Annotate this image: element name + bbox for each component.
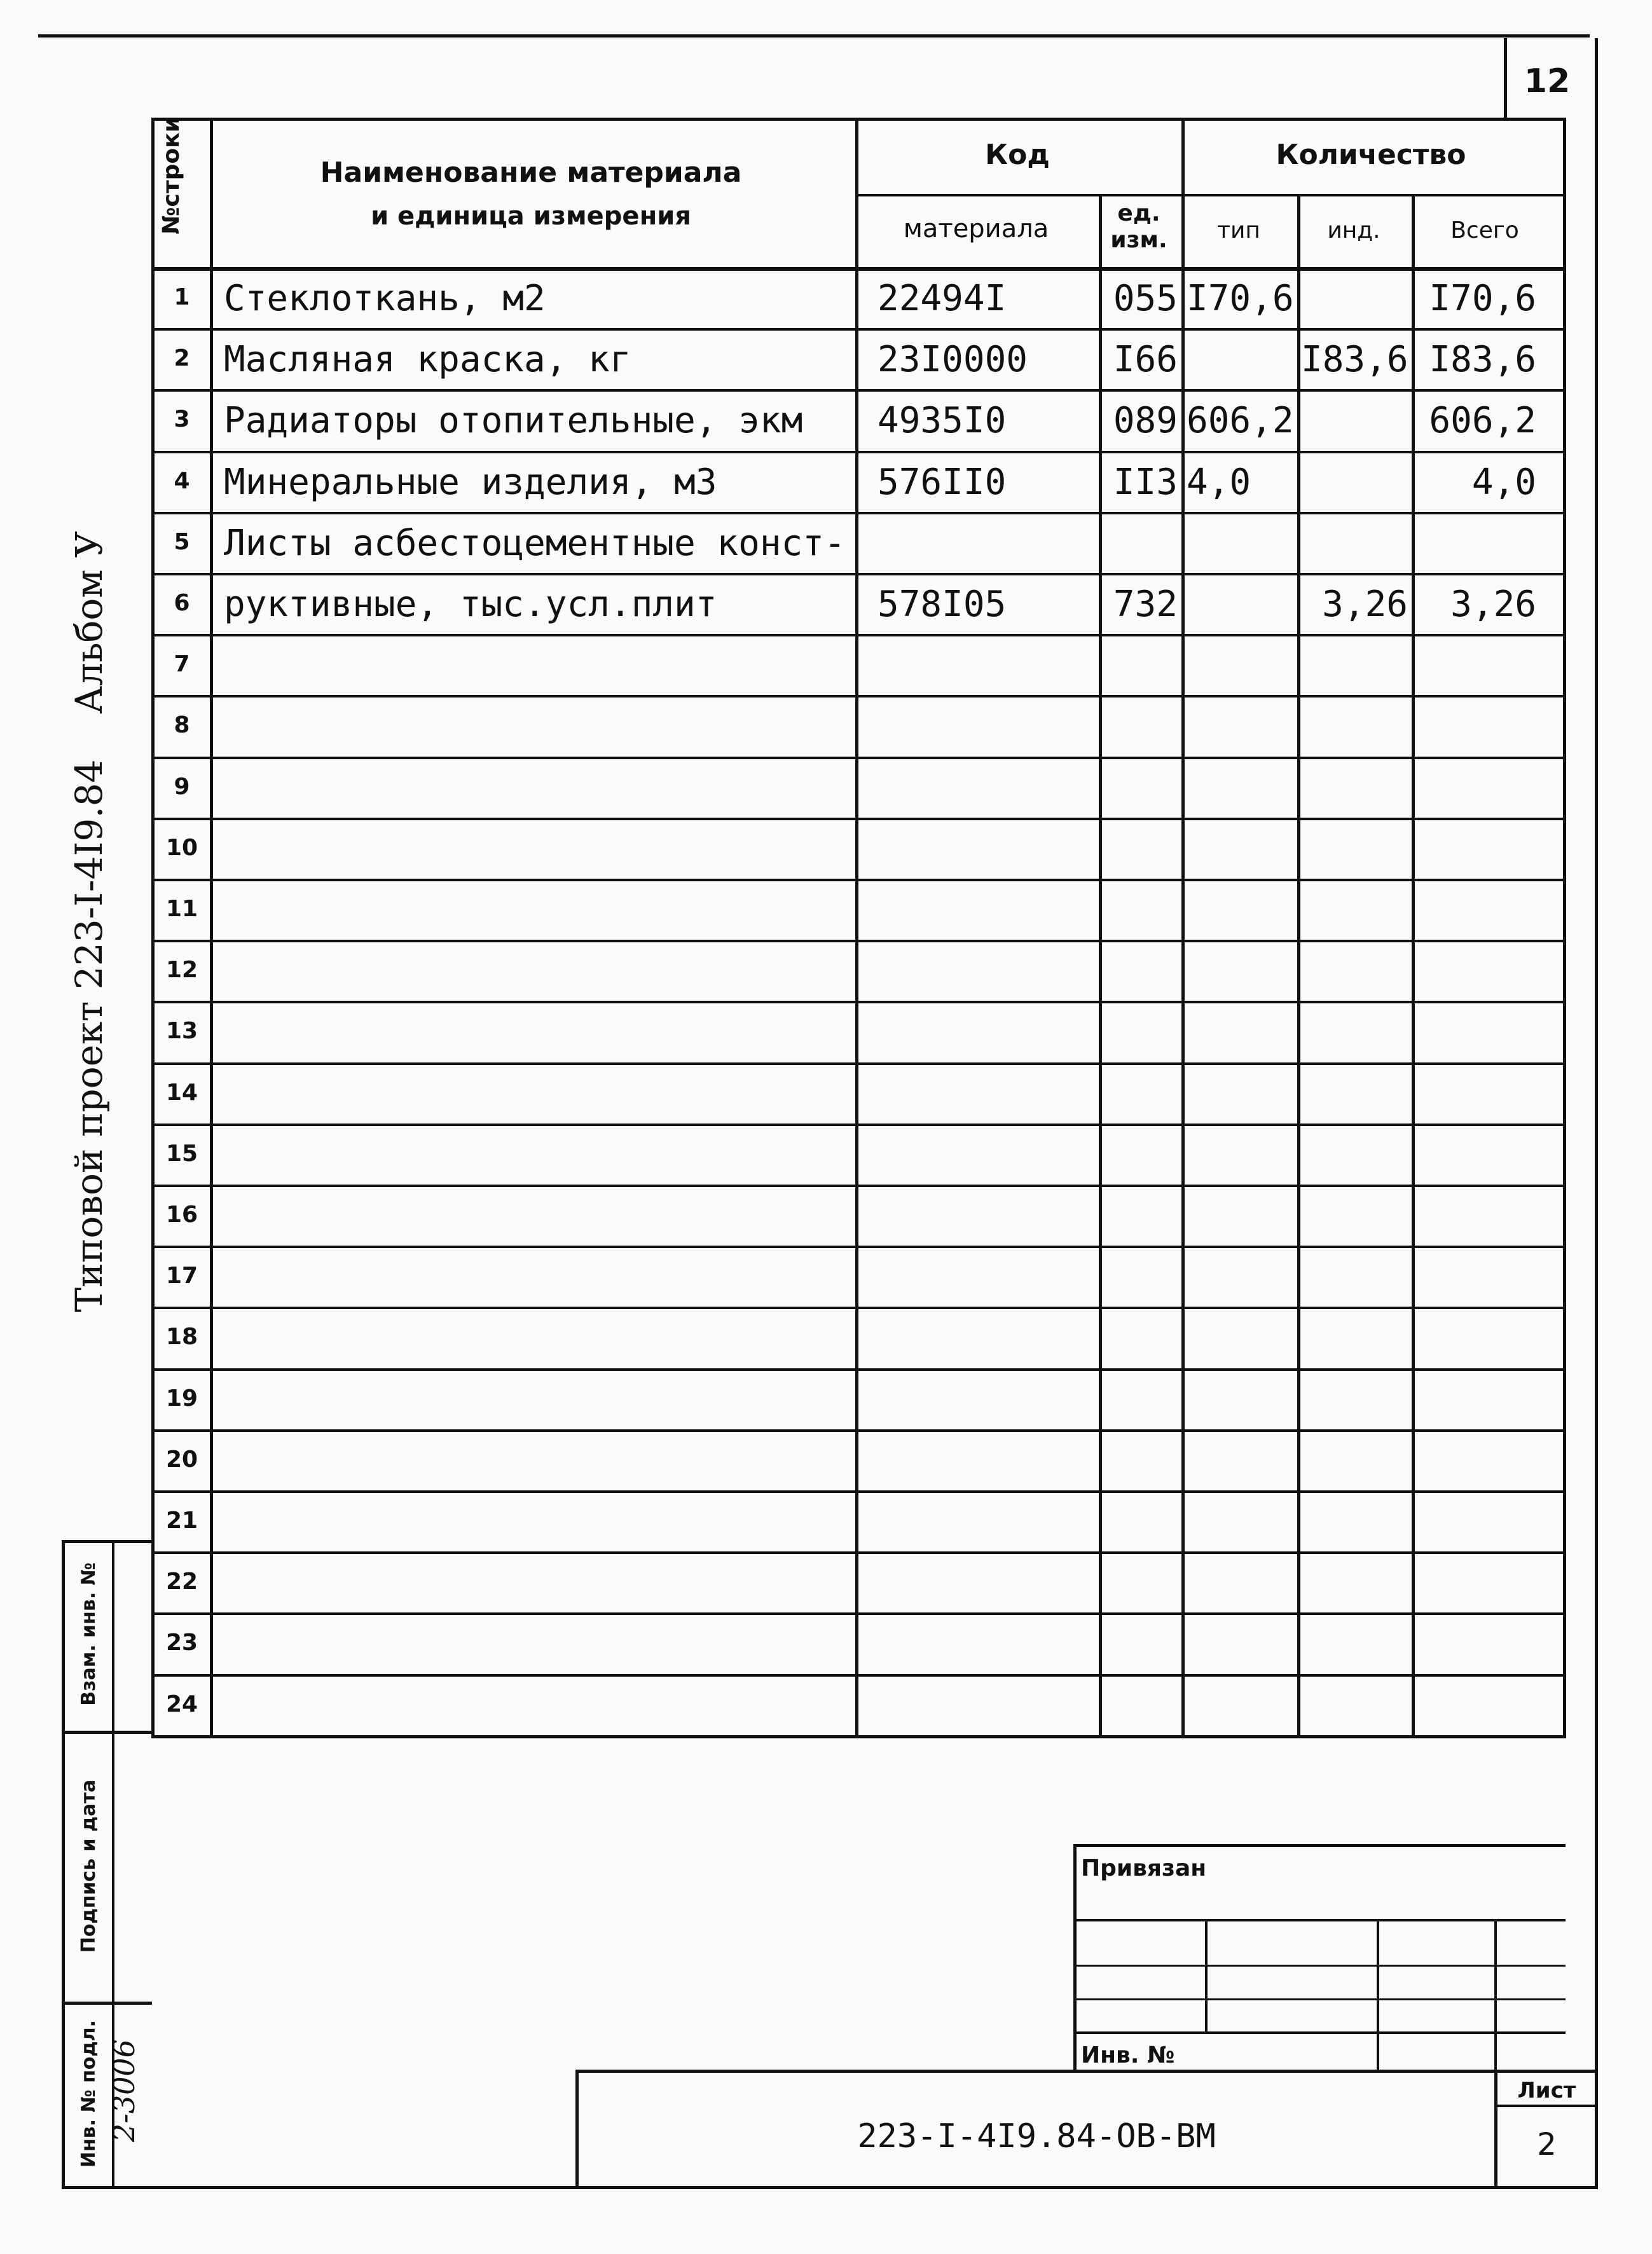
row-line-5 [151, 573, 1563, 575]
left-stamp-top [62, 1540, 152, 1543]
row-number: 2 [174, 345, 190, 371]
material-name: Листы асбестоцементные конст- [224, 523, 846, 564]
tb-vline-3 [1494, 1919, 1497, 2072]
tb-line-1 [1073, 1919, 1566, 1921]
header-name-line1: Наименование материала [320, 156, 742, 189]
row-number: 9 [174, 774, 190, 800]
row-number: 4 [174, 468, 190, 494]
row-line-4 [151, 512, 1563, 514]
row-line-1 [151, 328, 1563, 331]
material-name: Минеральные изделия, м3 [224, 462, 717, 503]
header-total: Всего [1450, 217, 1519, 244]
tb-main-top [575, 2070, 1598, 2073]
row-line-14 [151, 1124, 1563, 1126]
material-name: Стеклоткань, м2 [224, 278, 546, 319]
row-line-18 [151, 1368, 1563, 1371]
col-unit-left [1099, 194, 1102, 1738]
row-number: 1 [174, 284, 190, 310]
material-code: 23I0000 [878, 339, 1028, 380]
tb-vline-1 [1205, 1919, 1208, 2033]
row-number: 5 [174, 529, 190, 555]
material-name: Радиаторы отопительные, экм [224, 400, 803, 441]
row-number: 23 [165, 1630, 198, 1656]
unit-code: 732 [1113, 584, 1178, 625]
row-number: 13 [165, 1018, 198, 1044]
row-line-10 [151, 879, 1563, 881]
header-unit-line2: изм. [1110, 227, 1167, 253]
row-line-13 [151, 1062, 1563, 1065]
row-line-12 [151, 1001, 1563, 1003]
col-ind-left [1297, 194, 1300, 1738]
row-number: 22 [165, 1569, 198, 1595]
row-number: 10 [165, 835, 198, 861]
stamp-inv-podl: Инв. № подл. [78, 2019, 100, 2168]
tb-list-label: Лист [1517, 2078, 1576, 2103]
top-border-line [38, 34, 1590, 38]
tb-privyazan-top [1073, 1844, 1566, 1847]
row-line-6 [151, 634, 1563, 636]
row-line-3 [151, 451, 1563, 453]
table-left [151, 118, 155, 1738]
material-code: 4935I0 [878, 400, 1007, 441]
stamp-inv-podl-value: 2-3006 [107, 2039, 141, 2142]
left-stamp-sep1 [62, 1731, 152, 1734]
stamp-podpis: Подпись и дата [78, 1779, 100, 1953]
row-number: 12 [165, 957, 198, 983]
row-number: 19 [165, 1385, 198, 1412]
row-line-15 [151, 1185, 1563, 1187]
row-line-20 [151, 1490, 1563, 1493]
header-name-line2: и единица измерения [371, 202, 691, 231]
header-material: материала [903, 214, 1049, 244]
row-number: 20 [165, 1447, 198, 1473]
right-frame-line [1595, 38, 1598, 2187]
row-number: 21 [165, 1508, 198, 1534]
header-sub-line [855, 194, 1563, 196]
tb-list-value: 2 [1537, 2127, 1557, 2162]
row-line-23 [151, 1674, 1563, 1677]
side-album-text: Альбом У [67, 531, 111, 714]
stamp-vzam: Взам. инв. № [78, 1562, 100, 1706]
tb-vline-2 [1377, 1919, 1379, 2072]
row-line-7 [151, 695, 1563, 698]
material-code: 578I05 [878, 584, 1007, 625]
row-line-9 [151, 818, 1563, 820]
row-number: 18 [165, 1324, 198, 1350]
material-code: 576II0 [878, 462, 1007, 503]
qty-tip: 4,0 [1187, 462, 1251, 503]
qty-tip: I70,6 [1187, 278, 1294, 319]
qty-total: 606,2 [1429, 400, 1536, 441]
header-ind: инд. [1327, 217, 1380, 244]
qty-tip: 606,2 [1187, 400, 1294, 441]
header-tip: тип [1217, 217, 1260, 244]
tb-privyazan: Привязан [1081, 1855, 1207, 1881]
qty-ind: 3,26 [1322, 584, 1408, 625]
header-unit-line1: ед. [1117, 200, 1160, 226]
side-project-text: Типовой проект 223-I-4I9.84 [67, 759, 111, 1312]
unit-code: 089 [1113, 400, 1178, 441]
unit-code: II3 [1113, 462, 1178, 503]
qty-ind: I83,6 [1301, 339, 1408, 380]
row-number: 7 [174, 651, 190, 677]
tb-inv-no: Инв. № [1081, 2042, 1175, 2068]
row-line-17 [151, 1307, 1563, 1309]
row-line-11 [151, 940, 1563, 942]
row-number: 11 [165, 896, 198, 922]
table-bottom [151, 1735, 1566, 1738]
unit-code: 055 [1113, 278, 1178, 319]
tb-line-4 [1073, 2031, 1566, 2034]
tb-line-2 [1073, 1965, 1566, 1967]
row-number: 24 [165, 1691, 198, 1717]
page-number-box-left [1504, 38, 1507, 120]
row-number: 17 [165, 1263, 198, 1289]
material-code: 22494I [878, 278, 1007, 319]
table-right [1563, 118, 1566, 1738]
row-line-16 [151, 1246, 1563, 1248]
qty-total: 4,0 [1471, 462, 1536, 503]
row-line-8 [151, 757, 1563, 759]
qty-total: 3,26 [1450, 584, 1536, 625]
unit-code: I66 [1113, 339, 1178, 380]
header-quantity: Количество [1276, 139, 1466, 171]
row-line-2 [151, 389, 1563, 392]
page-number: 12 [1524, 62, 1571, 100]
tb-line-3 [1073, 1998, 1566, 2000]
col-name-left [210, 118, 213, 1738]
col-tip-left [1181, 118, 1185, 1738]
row-line-21 [151, 1551, 1563, 1554]
col-total-left [1412, 194, 1415, 1738]
material-name: руктивные, тыс.усл.плит [224, 584, 717, 625]
tb-list-sep [1494, 2105, 1598, 2107]
tb-privyazan-left [1073, 1844, 1077, 2073]
tb-designation: 223-I-4I9.84-ОВ-ВМ [857, 2117, 1216, 2155]
qty-total: I83,6 [1429, 339, 1536, 380]
left-stamp-outer [62, 1540, 65, 2189]
qty-total: I70,6 [1429, 278, 1536, 319]
row-number: 15 [165, 1141, 198, 1167]
row-number: 3 [174, 406, 190, 432]
row-number: 14 [165, 1080, 198, 1106]
col-code-left [855, 118, 858, 1738]
row-number: 16 [165, 1202, 198, 1228]
material-name: Масляная краска, кг [224, 339, 631, 380]
header-row-no: №строки [158, 116, 184, 235]
left-stamp-sep2 [62, 2002, 152, 2005]
row-line-19 [151, 1429, 1563, 1432]
header-code: Код [985, 139, 1050, 171]
row-number: 6 [174, 590, 190, 616]
bottom-frame-line [62, 2186, 1598, 2189]
row-line-22 [151, 1612, 1563, 1615]
row-number: 8 [174, 712, 190, 738]
